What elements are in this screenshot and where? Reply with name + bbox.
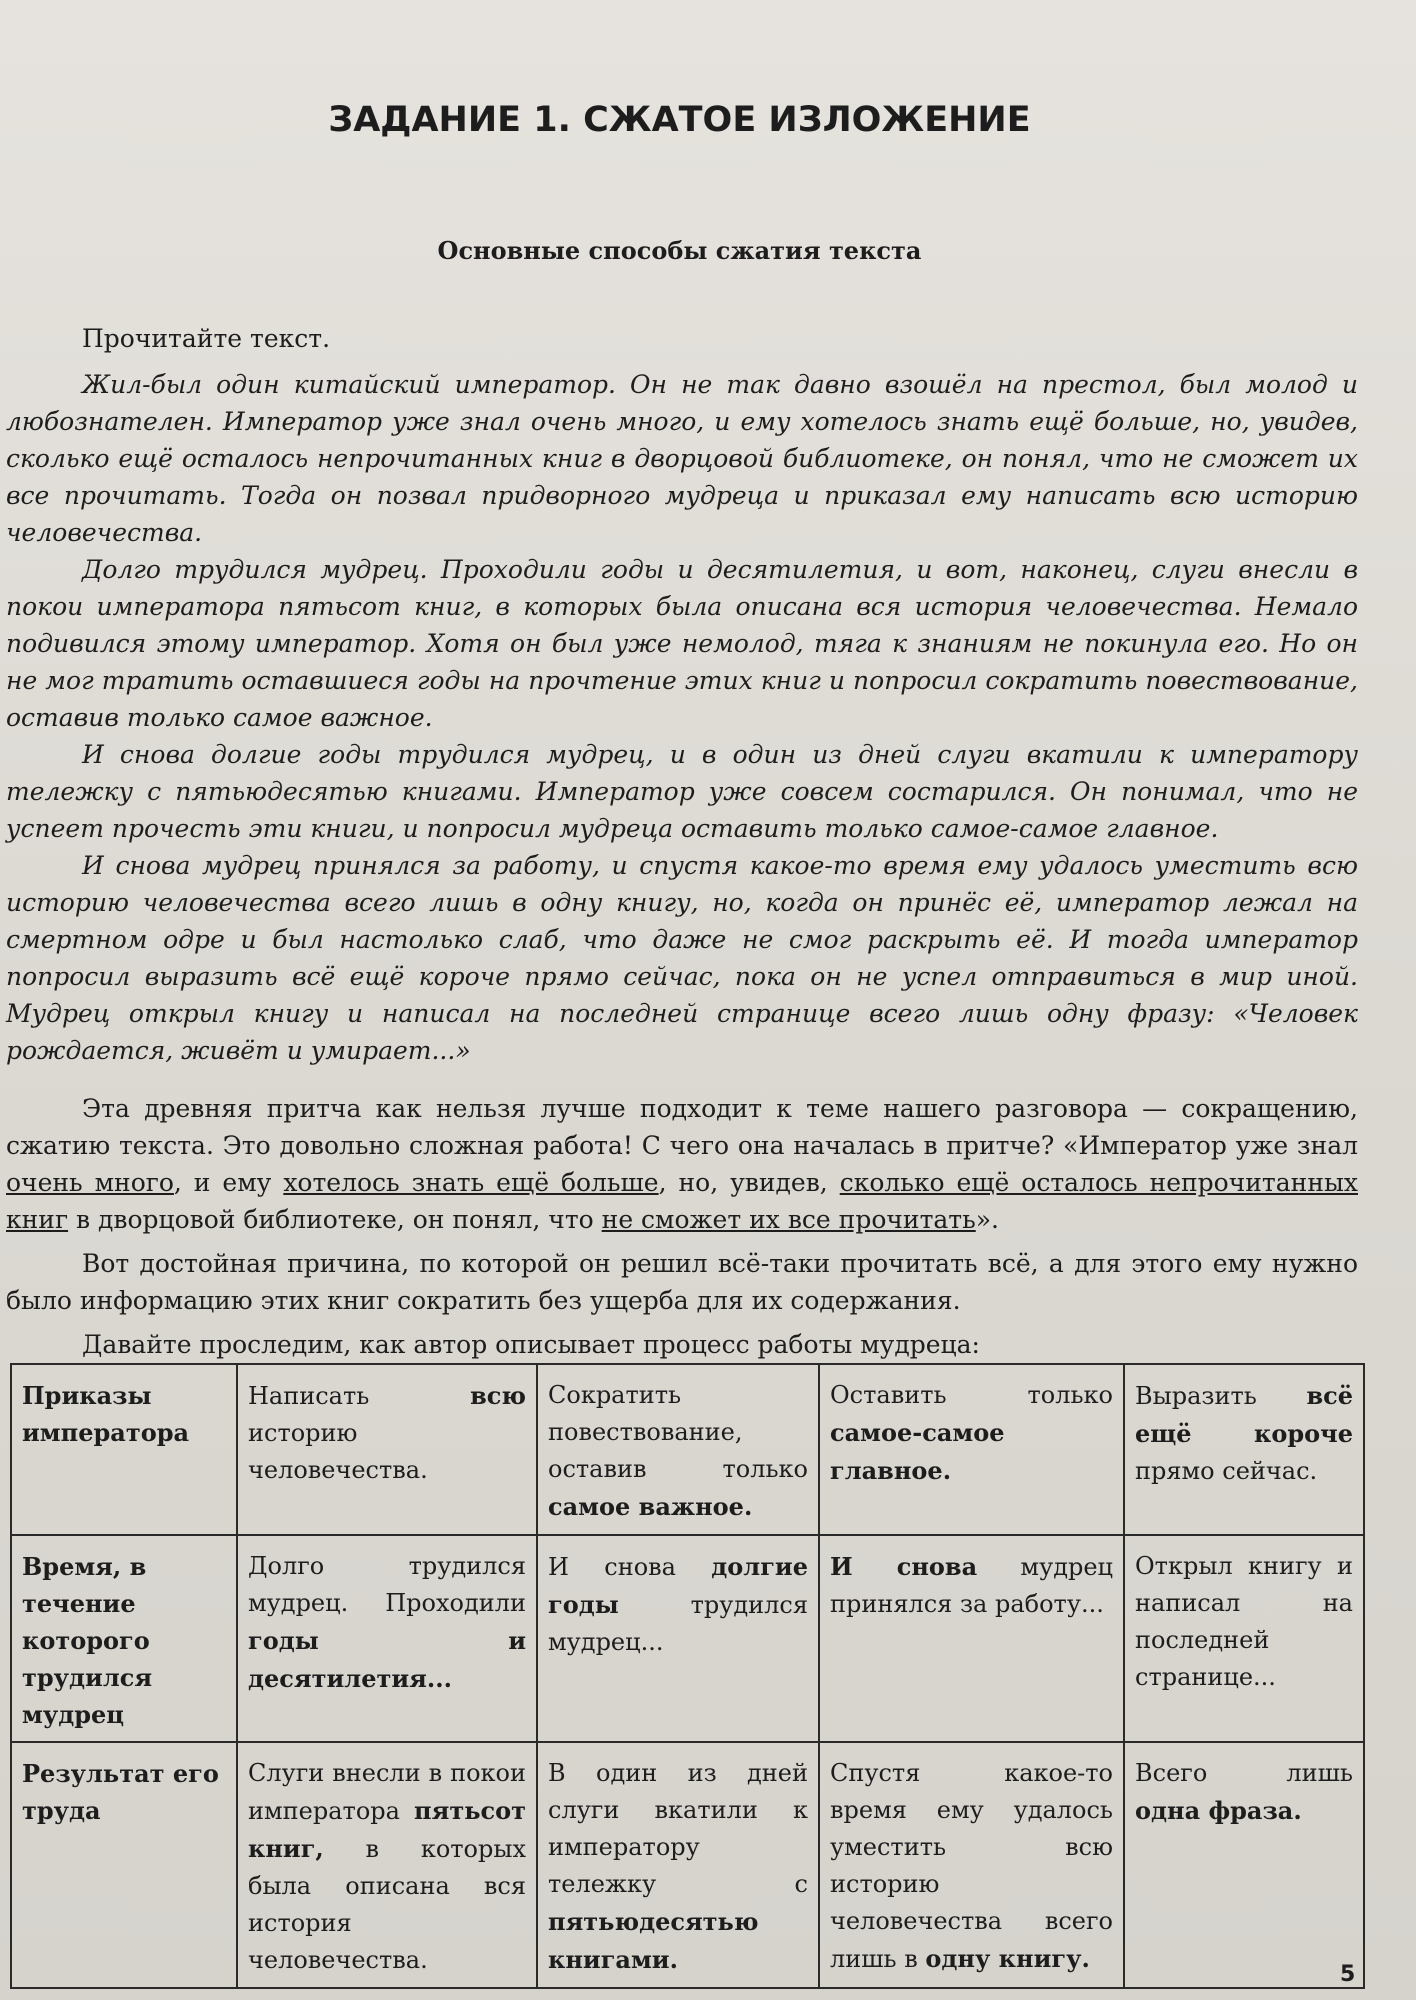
main-content [6,320,1358,1370]
comparison-table [10,1363,1365,1989]
underlined-phrase: сколько ещё осталось непрочитанных книг [6,1168,1358,1234]
table-cell: В один из дней слуги вкатили к императору тележку с пятьюдесятью книгами. [537,1742,819,1988]
table-row [11,1742,1364,1988]
table-row [11,1535,1364,1742]
underlined-phrase: не сможет их все прочитать [601,1205,976,1234]
analysis-paragraph: Вот достойная причина, по которой он решил всё-таки прочитать всё, а для этого ему нужно было информацию этих книг сократить без ущерба для их содержания. [6,1249,1358,1315]
story-paragraph: Долго трудился мудрец. Проходили годы и десятилетия, и вот, наконец, слуги внесли в покои императора пятьсот книг, в которых была описана вся история человечества. Немало подивился этому император. Хотя он был уже немолод, тяга к знаниям не покинула его. Но он не мог тратить оставшиеся годы на прочтение этих книг и попросил сократить повествование, оставив только самое важное. [6,555,1358,732]
table-cell: Сократить повествование, оставив только самое важное. [537,1364,819,1535]
analysis-paragraph: Эта древняя притча как нельзя лучше подходит к теме нашего разговора — сокращению, сжатию текста. Это довольно сложная работа! С чего она началась в притче? «Император уже знал очень много, и ему хотелось знать ещё больше, но, увидев, сколько ещё осталось непрочитанных книг в дворцовой библиотеке, он понял, что не сможет их все прочитать». [6,1094,1358,1234]
table-cell: И снова мудрец принялся за работу... [819,1535,1124,1742]
underlined-phrase: хотелось знать ещё больше [283,1168,659,1197]
table-cell: Написать всю историю человечества. [237,1364,537,1535]
page-title: ЗАДАНИЕ 1. СЖАТОЕ ИЗЛОЖЕНИЕ [328,100,1031,140]
row-header: Приказы императора [11,1364,237,1535]
table-cell: Оставить только самое-самое главное. [819,1364,1124,1535]
story-paragraph: И снова мудрец принялся за работу, и спустя какое-то время ему удалось уместить всю историю человечества всего лишь в одну книгу, но, когда он принёс её, император лежал на смертном одре и был настолько слаб, что даже не смог раскрыть её. И тогда император попросил выразить всё ещё короче прямо сейчас, пока он не успел отправиться в мир иной. Мудрец открыл книгу и написал на последней странице всего лишь одну фразу: «Человек рождается, живёт и умирает...» [6,851,1358,1065]
story-paragraph: Жил-был один китайский император. Он не так давно взошёл на престол, был молод и любознателен. Император уже знал очень много, и ему хотелось знать ещё больше, но, увидев, сколько ещё осталось непрочитанных книг в дворцовой библиотеке, он понял, что не сможет их все прочитать. Тогда он позвал придворного мудреца и приказал ему написать всю историю человечества. [6,370,1358,547]
section-subtitle: Основные способы сжатия текста [437,236,922,265]
underlined-phrase: очень много [6,1168,174,1197]
table-row [11,1364,1364,1535]
table-cell: Спустя какое-то время ему удалось уместить всю историю человечества всего лишь в одну книгу. [819,1742,1124,1988]
table-cell: Всего лишь одна фраза. [1124,1742,1364,1988]
row-header: Результат его труда [11,1742,237,1988]
page-number: 5 [1340,1962,1356,1987]
table-cell: Открыл книгу и написал на последней странице... [1124,1535,1364,1742]
row-header: Время, в течение которого трудился мудрец [11,1535,237,1742]
table-cell: Слуги внесли в покои императора пятьсот книг, в которых была описана вся история человечества. [237,1742,537,1988]
table-cell: Выразить всё ещё короче прямо сейчас. [1124,1364,1364,1535]
table-cell: Долго трудился мудрец. Проходили годы и десятилетия... [237,1535,537,1742]
table-cell: И снова долгие годы трудился мудрец... [537,1535,819,1742]
analysis-paragraph: Давайте проследим, как автор описывает процесс работы мудреца: [82,1330,980,1359]
story-paragraph: И снова долгие годы трудился мудрец, и в один из дней слуги вкатили к императору тележку с пятьюдесятью книгами. Император уже совсем состарился. Он понимал, что не успеет прочесть эти книги, и попросил мудреца оставить только самое-самое главное. [6,740,1358,843]
instruction-text: Прочитайте текст. [82,324,331,353]
analysis-section [6,1090,1358,1363]
